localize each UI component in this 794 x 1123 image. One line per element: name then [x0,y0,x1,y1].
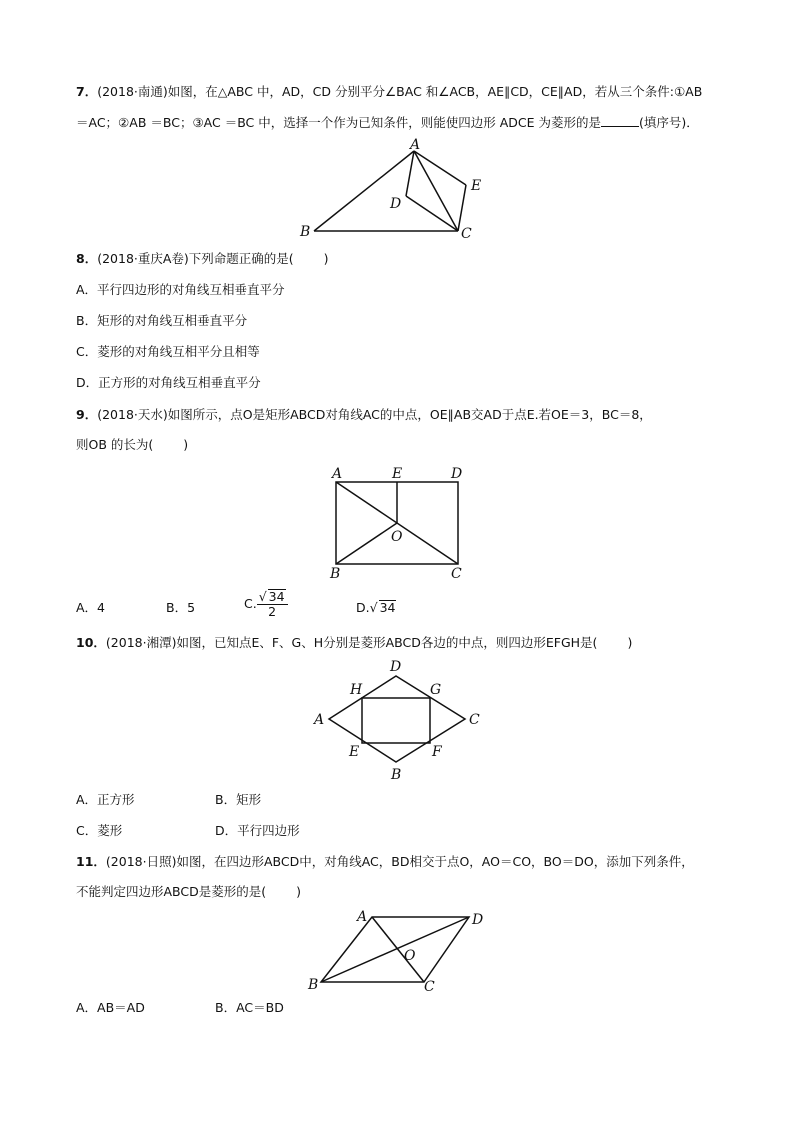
q8-text: (2018·重庆A卷)下列命题正确的是( [97,251,294,266]
q7-label-d: D [390,196,402,212]
q9-close: ) [183,437,189,452]
q11-close: ) [296,884,302,899]
q8-option-b[interactable]: B．矩形的对角线互相垂直平分 [76,313,248,328]
q9-option-d-radicand: 34 [379,600,396,615]
q11-text-line1: (2018·日照)如图，在四边形ABCD中，对角线AC，BD相交于点O，AO＝CO，BO＝DO，添加下列条件， [105,854,694,869]
q7-label-a: A [410,137,421,153]
q11-number: 11． [76,854,106,869]
q11-option-a[interactable]: A．AB＝AD [76,1000,145,1015]
q10-label-h: H [350,682,363,698]
q7-text-line1: (2018·南通)如图，在△ABC 中，AD，CD 分别平分∠BAC 和∠ACB，AE∥CD，CE∥AD，若从三个条件:①AB [97,84,703,99]
q10-label-a: A [314,712,325,728]
q10-label-e: E [349,744,360,760]
q10-label-d: D [390,659,402,675]
q9-label-d: D [451,466,463,482]
q10-label-b: B [391,767,402,783]
q10-option-a[interactable]: A．正方形 [76,792,135,807]
q9-text-line1: (2018·天水)如图所示，点O是矩形ABCD对角线AC的中点，OE∥AB交AD于点E.若OE＝3，BC＝8， [97,407,652,422]
q9-text-line2: 则OB 的长为( [76,437,154,452]
q11-label-c: C [424,979,435,995]
q11-text-line2: 不能判定四边形ABCD是菱形的是( [76,884,267,899]
q9-option-a[interactable]: A．4 [76,600,106,615]
q9-option-d-prefix: D. [356,600,370,615]
q9-option-c-prefix: C. [244,596,257,611]
q7-label-b: B [300,224,311,240]
q7-text-line2: ＝AC；②AB ＝BC；③AC ＝BC 中，选择一个作为已知条件，则能使四边形 ADCE 为菱形的是 [76,115,601,130]
q9-label-b: B [330,566,341,582]
q9-option-d[interactable]: D.√ 34 [356,600,396,615]
q10-number: 10． [76,635,106,650]
q9-label-e: E [392,466,403,482]
q7-text-line2-end: (填序号)． [639,115,699,130]
q10-text: (2018·湘潭)如图，已知点E、F、G、H分别是菱形ABCD各边的中点，则四边形EFGH是( [105,635,598,650]
q11-label-a: A [357,909,368,925]
q8-option-c[interactable]: C．菱形的对角线互相平分且相等 [76,344,260,359]
q10-option-c[interactable]: C．菱形 [76,823,123,838]
q8-option-a[interactable]: A．平行四边形的对角线互相垂直平分 [76,282,285,297]
q9-label-c: C [451,566,462,582]
q11-label-d: D [472,912,484,928]
q11-option-b[interactable]: B．AC＝BD [215,1000,284,1015]
q11-label-b: B [308,977,319,993]
q8-number: 8． [76,251,98,266]
q9-option-c-fraction: $\frac{√ 34}{2}$ [257,589,288,619]
q10-label-c: C [469,712,480,728]
q10-close: ) [627,635,633,650]
q9-label-o: O [391,529,403,545]
q10-label-g: G [430,682,442,698]
q9-option-b[interactable]: B．5 [166,600,196,615]
q7-label-c: C [461,226,472,242]
q7-label-e: E [471,178,482,194]
q10-label-f: F [432,744,442,760]
q10-option-b[interactable]: B．矩形 [215,792,262,807]
q9-option-c-denominator: 2 [268,604,277,619]
q10-option-d[interactable]: D．平行四边形 [215,823,300,838]
q7-number: 7． [76,84,98,99]
q9-label-a: A [332,466,343,482]
q8-close: ) [323,251,329,266]
q11-seg-ac [372,917,424,982]
q8-option-d[interactable]: D．正方形的对角线互相垂直平分 [76,375,261,390]
q9-option-c-radicand: 34 [268,589,285,604]
q9-number: 9． [76,407,98,422]
q11-label-o: O [404,948,416,964]
